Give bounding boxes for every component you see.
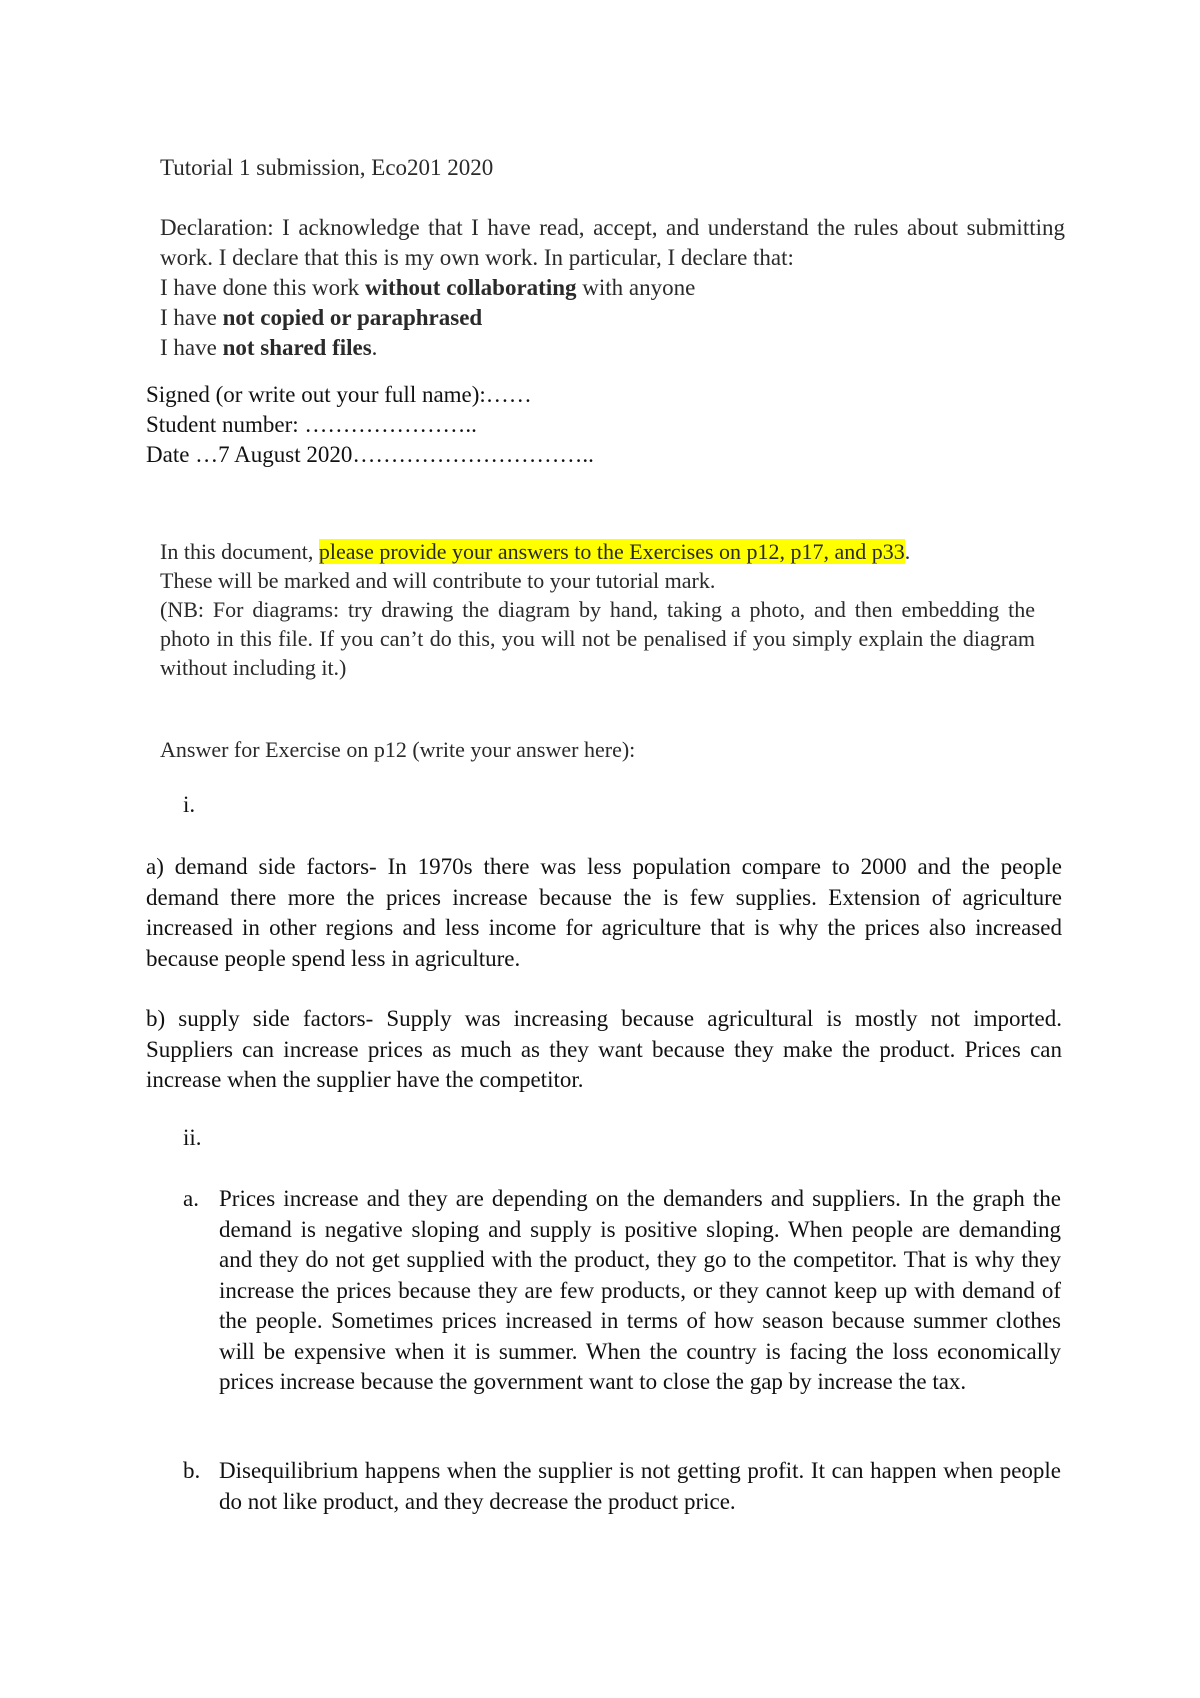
declaration-intro: Declaration: I acknowledge that I have read, accept, and understand the rules about submitting work. I declare that this is my own work. In particular, I declare that:: [160, 215, 1065, 270]
list-item-text: Disequilibrium happens when the supplier is not getting profit. It can happen when people do not like product, and they decrease the product price.: [219, 1458, 1061, 1514]
instructions-post: .: [904, 539, 911, 564]
declaration-line-1-post: with anyone: [576, 275, 696, 300]
instructions-nb: (NB: For diagrams: try drawing the diagram by hand, taking a photo, and then embedding the photo in this file. If you can’t do this, you will not be penalised if you simply explain the diagram without including it.): [160, 597, 1035, 680]
declaration-block: [160, 213, 1065, 363]
instructions-line-1: [160, 537, 1035, 566]
instructions-line-2: These will be marked and will contribute to your tutorial mark.: [160, 568, 716, 593]
document-title: Tutorial 1 submission, Eco201 2020: [160, 155, 494, 180]
answer-paragraph-b[interactable]: b) supply side factors- Supply was increasing because agricultural is mostly not imported. Suppliers can increase prices as much as they want because they make the product. Prices can increase when the supplier have the competitor.: [146, 1006, 1062, 1092]
declaration-line-2: [160, 303, 1065, 333]
section-i-marker: i.: [183, 792, 196, 817]
instructions-pre: In this document,: [160, 539, 319, 564]
declaration-line-3-bold: not shared files: [222, 335, 372, 360]
list-item-marker: a.: [183, 1186, 199, 1211]
signature-block: [146, 380, 594, 470]
declaration-line-2-bold: not copied or paraphrased: [222, 305, 483, 330]
list-item[interactable]: [183, 1184, 1063, 1434]
instructions-block: [160, 537, 1035, 682]
signed-field[interactable]: Signed (or write out your full name):……: [146, 382, 532, 407]
declaration-line-3: [160, 333, 1065, 363]
list-item-text: Prices increase and they are depending on the demanders and suppliers. In the graph the demand is negative sloping and supply is positive sloping. When people are demanding and they do not get supplied with the product, they go to the competitor. That is why they increase the prices because they are few products, or they cannot keep up with demand of the people. Sometimes prices increased in terms of how season because summer clothes will be expensive when it is summer. When the country is facing the loss economically prices increase because the government want to close the gap by increase the tax.: [219, 1186, 1061, 1394]
answer-heading: Answer for Exercise on p12 (write your answer here):: [160, 737, 636, 762]
student-number-field[interactable]: Student number: …………………..: [146, 412, 477, 437]
list-item-marker: b.: [183, 1458, 201, 1483]
declaration-line-1-bold: without collaborating: [365, 275, 577, 300]
declaration-line-3-pre: I have: [160, 335, 223, 360]
list-item[interactable]: [183, 1456, 1063, 1526]
declaration-line-3-post: .: [371, 335, 378, 360]
instructions-highlight: please provide your answers to the Exercises on p12, p17, and p33: [318, 539, 905, 564]
answer-paragraph-a[interactable]: a) demand side factors- In 1970s there was less population compare to 2000 and the people demand there more the prices increase because the is few supplies. Extension of agriculture increased in other regions and less income for agriculture that is why the prices also increased because people spend less in agriculture.: [146, 854, 1062, 971]
date-field[interactable]: Date …7 August 2020…………………………..: [146, 442, 594, 467]
declaration-line-1-pre: I have done this work: [160, 275, 366, 300]
declaration-line-1: [160, 273, 1065, 303]
section-ii-marker: ii.: [183, 1125, 202, 1150]
declaration-line-2-pre: I have: [160, 305, 223, 330]
